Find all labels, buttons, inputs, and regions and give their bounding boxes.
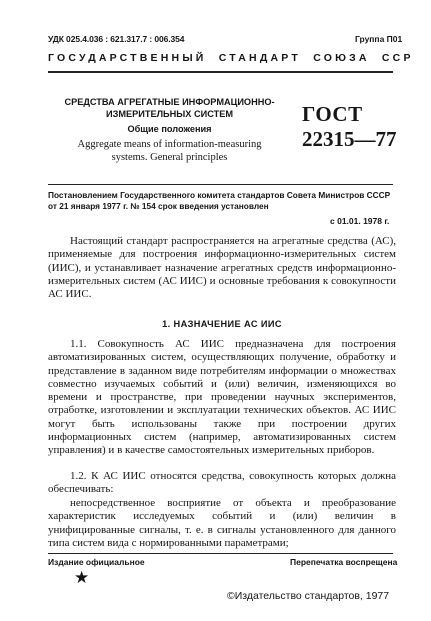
title-en [62,139,277,164]
decree [48,190,398,212]
title-en-line1: Aggregate means of information-measuring [77,139,262,150]
title-ru [62,96,277,135]
decree-line2: от 21 января 1977 г. № 154 срок введения установлен [48,201,269,211]
title-ru-line1: СРЕДСТВА АГРЕГАТНЫЕ ИНФОРМАЦИОННО- [64,97,275,107]
section-1-heading: 1. НАЗНАЧЕНИЕ АС ИИС [162,319,282,329]
state-standard-banner: ГОСУДАРСТВЕННЫЙ СТАНДАРТ СОЮЗА ССР [48,52,414,64]
decree-line1: Постановлением Государственного комитета стандартов Совета Министров СССР [48,190,391,200]
udk-code: УДК 025.4.036 : 621.317.7 : 006.354 [48,34,185,44]
group-code: Группа П01 [355,34,403,44]
paragraph-1-2-item: непосредственное восприятие от объекта и преобразование характеристик исследуемых событий и (или) величин в унифицированные сигналы, т. е. в сигналы установленного для данного типа систем вида с нормированными параметрами; [48,497,396,549]
title-ru-line2: ИЗМЕРИТЕЛЬНЫХ СИСТЕМ [105,109,233,119]
title-ru-subtitle: Общие положения [127,124,212,134]
copyright: ©Издательство стандартов, 1977 [227,590,390,602]
reprint-prohibited: Перепечатка воспрещена [290,557,398,567]
official-edition: Издание официальное [48,557,145,567]
paragraph-1-1: 1.1. Совокупность АС ИИС предназначена для построения автоматизированных систем, осуществляющих получение, обработку и представление в заданном виде потребителям информации о множествах совместно изучаемых событий и (или) величин, изменяющихся во времени и пространстве, при проведении научных экспериментов, отработке, изготовлении и эксплуатации технических объектов. АС ИИС могут быть использованы также при построении других информационных систем (например, автоматизированных систем управления) и в качестве самостоятельных измерительных приборов. [48,338,396,457]
title-rule [48,184,393,185]
gost-label: ГОСТ [302,102,363,126]
star-icon: ★ [74,568,90,588]
paragraph-1-2: 1.2. К АС ИИС относятся средства, совокупность которых должна обеспечивать: [48,470,396,496]
gost-number: 22315—77 [302,127,397,151]
intro-paragraph: Настоящий стандарт распространяется на агрегатные средства (АС), применяемые для построения информационно-измерительных систем (ИИС), и устанавливает назначение агрегатных средств информационно-измерительных систем (АС ИИС) и основные требования к совокупности АС ИИС. [48,235,396,301]
banner-rule [48,71,393,73]
title-en-line2: systems. General principles [111,151,228,163]
footer-rule [48,553,393,554]
effective-date: с 01.01. 1978 г. [330,216,390,226]
